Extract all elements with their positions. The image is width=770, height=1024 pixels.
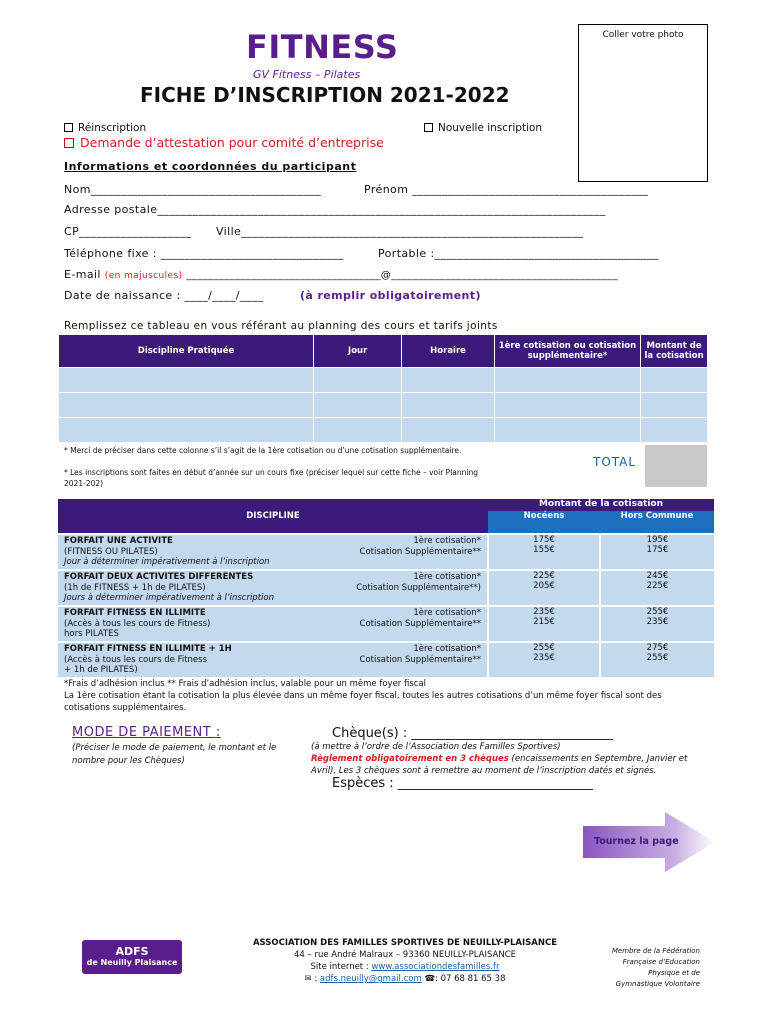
email-link[interactable]: adfs.neuilly@gmail.com [319, 974, 422, 984]
photo-label: Coller votre photo [602, 30, 684, 40]
table-row: FORFAIT FITNESS EN ILLIMITE 1ère cotisation* (Accès à tous les cours de Fitness) Cotisation Supplémentaire** hors PILATES 235€ 215€ 255€ 235€ [58, 606, 714, 642]
payment-heading: MODE DE PAIEMENT : [72, 725, 221, 740]
association-name: ASSOCIATION DES FAMILLES SPORTIVES DE NEUILLY-PLAISANCE [252, 938, 558, 948]
association-address: 44 – rue André Malraux – 93360 NEUILLY-PLAISANCE [293, 950, 516, 960]
col-discipline: Discipline Pratiquée [59, 335, 314, 368]
mail-icon: ✉ [304, 974, 312, 984]
table-cell[interactable] [402, 368, 494, 393]
contact-line: ✉ : adfs.neuilly@gmail.com ☎: 07 68 81 65 38 [304, 974, 506, 984]
table1-note-2: * Les inscriptions sont faites en début d’année sur un cours fixe (préciser lequel sur cette fiche – voir Planning 2021-202) [64, 468, 478, 488]
table-cell[interactable] [641, 368, 708, 393]
table-cell[interactable] [314, 393, 402, 418]
table-row [59, 418, 708, 443]
adfs-logo: ADFS de Neuilly Plaisance [82, 940, 182, 990]
payment-note: (Préciser le mode de paiement, le montant et le nombre pour les Chèques) [72, 743, 277, 766]
reglement-note: Règlement obligatoirement en 3 chèques (encaissements en Septembre, Janvier et Avril). Les 3 chèques sont à remettre au moment de l’inscription datés et signés. [311, 754, 688, 776]
table-cell[interactable] [494, 368, 640, 393]
subtitle: GV Fitness – Pilates [253, 68, 361, 81]
website-link[interactable]: www.associationdesfamilles.fr [371, 962, 500, 972]
table-cell[interactable] [641, 393, 708, 418]
table1-note-1: * Merci de préciser dans cette colonne s’il s’agit de la 1ère cotisation ou d’une cotisation supplémentaire. [64, 446, 462, 455]
pricing-table [58, 499, 714, 677]
table-cell[interactable] [494, 393, 640, 418]
table-cell[interactable] [59, 418, 314, 443]
phone-icon: ☎ [424, 974, 436, 984]
ville-field[interactable]: Ville__________________________________________________________ [216, 225, 584, 238]
association-info [232, 937, 578, 985]
checkbox-icon[interactable] [64, 138, 74, 148]
nom-field[interactable]: Nom_______________________________________ [64, 183, 321, 196]
table-cell[interactable] [59, 393, 314, 418]
prenom-field[interactable]: Prénom ________________________________________ [364, 183, 649, 196]
col-montant: Montant de la cotisation [641, 335, 708, 368]
email-field[interactable]: E-mail (en majuscules) ____________________________________@__________________________________________ [64, 268, 618, 281]
reinscription-option[interactable]: Réinscription [64, 122, 146, 134]
table-cell[interactable] [641, 418, 708, 443]
table-cell[interactable] [494, 418, 640, 443]
checkbox-icon[interactable] [64, 123, 73, 132]
cheques-field[interactable]: Chèque(s) : _______________________________ [332, 726, 613, 741]
col-cotisation-type: 1ère cotisation ou cotisation supplémentaire* [494, 335, 640, 368]
dob-note: (à remplir obligatoirement) [300, 289, 481, 302]
especes-field[interactable]: Espèces : ______________________________ [332, 776, 593, 791]
table-cell[interactable] [314, 418, 402, 443]
table-row: FORFAIT DEUX ACTIVITES DIFFERENTES 1ère cotisation* (1h de FITNESS + 1h de PILATES) Cotisation Supplémentaire**) Jours à déterminer impérativement à l’inscription 225€ 205€ 245€ 225€ [58, 570, 714, 606]
table-cell[interactable] [402, 393, 494, 418]
participant-heading: Informations et coordonnées du participant [64, 160, 357, 173]
table-row [59, 393, 708, 418]
col-jour: Jour [314, 335, 402, 368]
nouvelle-inscription-option[interactable]: Nouvelle inscription [424, 122, 542, 134]
photo-box [578, 24, 708, 182]
table2-note-2: La 1ère cotisation étant la cotisation la plus élevée dans un même foyer fiscal, toutes les autres cotisations d’un même foyer fiscal sont des cotisations supplémentaires. [64, 691, 662, 713]
portable-field[interactable]: Portable :______________________________________ [378, 247, 659, 260]
table-row [59, 368, 708, 393]
telephone-field[interactable]: Téléphone fixe : _______________________________ [64, 247, 344, 260]
discipline-header: DISCIPLINE [58, 499, 488, 534]
checkbox-icon[interactable] [424, 123, 433, 132]
table-cell[interactable] [402, 418, 494, 443]
email-note: (en majuscules) [104, 271, 183, 281]
col-hors-commune: Hors Commune [600, 511, 714, 534]
page-title: FITNESS [246, 28, 399, 66]
total-label: TOTAL [593, 455, 637, 469]
adresse-field[interactable]: Adresse postale____________________________________________________________________________ [64, 203, 606, 216]
table-cell[interactable] [59, 368, 314, 393]
turn-page-label: Tournez la page [594, 836, 679, 847]
schedule-table [58, 334, 708, 443]
dob-field[interactable]: Date de naissance : ____/____/____ [64, 289, 264, 302]
federation-note: Membre de la Fédération Française d’Education Physique et de Gymnastique Volontaire [611, 947, 700, 988]
table-row: FORFAIT UNE ACTIVITE 1ère cotisation* (FITNESS OU PILATES) Cotisation Supplémentaire** Jour à déterminer impérativement à l’inscription 175€ 155€ 195€ 175€ [58, 534, 714, 570]
form-title: FICHE D’INSCRIPTION 2021-2022 [140, 83, 510, 107]
total-box[interactable] [645, 445, 707, 487]
attestation-option[interactable]: Demande d’attestation pour comité d’entreprise [64, 135, 384, 150]
cp-field[interactable]: CP___________________ [64, 225, 192, 238]
montant-header: Montant de la cotisation [488, 499, 714, 511]
table1-intro: Remplissez ce tableau en vous référant au planning des cours et tarifs joints [64, 320, 498, 332]
table2-note-1: *Frais d’adhésion inclus ** Frais d’adhésion inclus, valable pour un même foyer fiscal [64, 679, 427, 689]
col-horaire: Horaire [402, 335, 494, 368]
cheque-order-note: (à mettre à l’ordre de l’Association des Familles Sportives) [311, 742, 561, 752]
website-line: Site internet : www.associationdesfamilles.fr [310, 962, 500, 972]
col-noceens: Nocéens [488, 511, 600, 534]
table-row: FORFAIT FITNESS EN ILLIMITE + 1H 1ère cotisation* (Accès à tous les cours de Fitness Cotisation Supplémentaire** + 1h de PILATES) 255€ 235€ 275€ 255€ [58, 642, 714, 677]
table-cell[interactable] [314, 368, 402, 393]
